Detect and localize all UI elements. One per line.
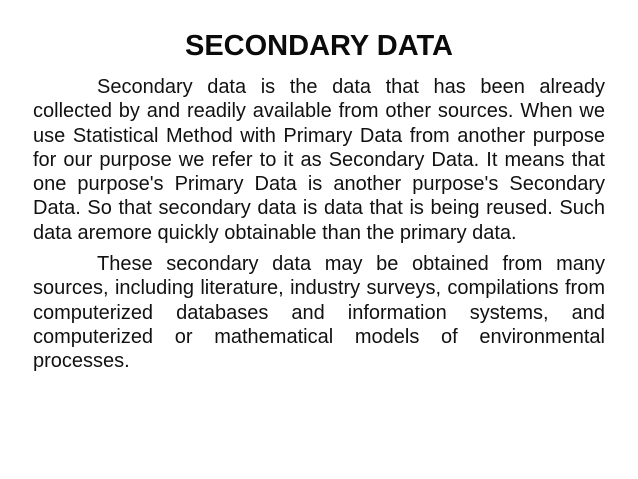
slide-title: SECONDARY DATA <box>185 30 453 62</box>
paragraph-definition: Secondary data is the data that has been already collected by and readily available from other sources. When we use Statistical Method with Primary Data from another purpose for our purpose we refer to it as Secondary Data. It means that one purpose's Primary Data is another purpose's Secondary Data. So that secondary data is data that is being reused. Such data aremore quickly obtainable than the primary data. <box>33 76 605 244</box>
paragraph-sources: These secondary data may be obtained from many sources, including literature, industry surveys, compilations from computerized databases and information systems, and computerized or mathematical models of environmental processes. <box>33 253 605 373</box>
slide-body <box>33 75 605 374</box>
